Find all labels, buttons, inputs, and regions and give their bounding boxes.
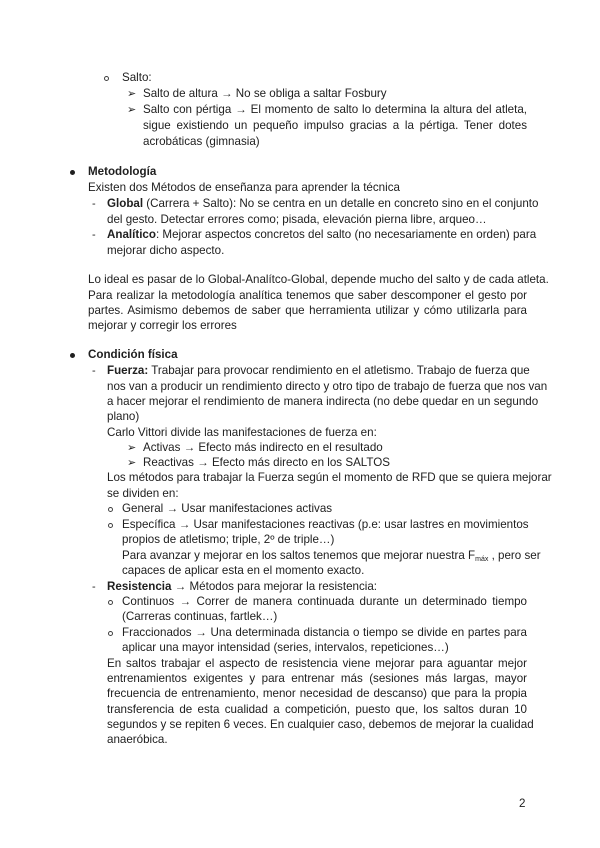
fuerza-line: nos van a producir un rendimiento directo y otro tipo de trabajo de fuerza que nos van: [107, 380, 548, 393]
salto-item: Salto de altura → No se obliga a saltar Fosbury: [143, 87, 387, 100]
arrowhead-bullet-icon: ➢: [127, 104, 137, 116]
especifica-line: propios de atletismo; triple, 2º de triple…): [122, 533, 335, 546]
bullet-dot: [70, 353, 75, 358]
arrowhead-bullet-icon: ➢: [127, 457, 137, 469]
especifica-line: Específica → Usar manifestaciones reactivas (p.e: usar lastres en movimientos: [122, 518, 529, 531]
global-line: Global (Carrera + Salto): No se centra en un detalle en concreto sino en el conjunto: [107, 197, 539, 210]
metodologia-intro: Existen dos Métodos de enseñanza para aprender la técnica: [88, 181, 400, 194]
circle-bullet: [108, 523, 113, 528]
general-item: General → Usar manifestaciones activas: [122, 502, 333, 515]
avanzar-line: capaces de aplicar esta en el momento exacto.: [122, 564, 365, 577]
metodologia-paragraph-line: Para realizar la metodología analítica tenemos que saber descomponer el gesto por: [88, 289, 527, 302]
global-line: del gesto. Detectar errores como; pisada, elevación pierna libre, arqueo…: [107, 213, 487, 226]
analitico-line: mejorar dicho aspecto.: [107, 244, 225, 257]
saltos-paragraph-line: segundos y se repiten 6 veces. En cualquier caso, debemos de mejorar la cualidad: [107, 718, 534, 731]
saltos-paragraph-line: anaeróbica.: [107, 733, 168, 746]
salto-item: acrobáticas (gimnasia): [143, 135, 260, 148]
metodologia-heading: Metodología: [88, 165, 157, 178]
circle-bullet: [108, 600, 113, 605]
page-number: 2: [519, 797, 526, 810]
avanzar-line: Para avanzar y mejorar en los saltos tenemos que mejorar nuestra Fmáx , pero ser: [122, 549, 541, 563]
dash-bullet: -: [92, 365, 96, 377]
saltos-paragraph-line: En saltos trabajar el aspecto de resistencia viene mejorar para aguantar mejor: [107, 657, 527, 670]
circle-bullet: [108, 631, 113, 636]
dash-bullet: -: [92, 229, 96, 241]
saltos-paragraph-line: transferencia de esta cualidad a competición, puesto que, los saltos duran 10: [107, 703, 527, 716]
dash-bullet: -: [92, 198, 96, 210]
metodologia-paragraph-line: mejorar y corregir los errores: [88, 319, 237, 332]
resistencia-line: Resistencia → Métodos para mejorar la resistencia:: [107, 580, 378, 593]
dash-bullet: -: [92, 581, 96, 593]
bullet-dot: [70, 170, 75, 175]
fuerza-line: a hacer mejorar el rendimiento de manera indirecta (no debe quedar en un segundo: [107, 395, 539, 408]
fraccionados-line: Fraccionados → Una determinada distancia o tiempo se divide en partes para: [122, 626, 527, 639]
manifestacion-item: Reactivas → Efecto más directo en los SALTOS: [143, 456, 391, 469]
vittori-line: Carlo Vittori divide las manifestaciones de fuerza en:: [107, 426, 377, 439]
analitico-line: Analítico: Mejorar aspectos concretos del salto (no necesariamente en orden) para: [107, 228, 537, 241]
saltos-paragraph-line: entrenamientos exigentes y para entrenar más (sesiones más largas, mayor: [107, 672, 527, 685]
circle-bullet: [104, 76, 109, 81]
manifestacion-item: Activas → Efecto más indirecto en el resultado: [143, 441, 383, 454]
condicion-heading: Condición física: [88, 348, 178, 361]
salto-item: sigue existiendo un pequeño impulso gracias a la pértiga. Tener dotes: [143, 119, 527, 132]
metodos-line: Los métodos para trabajar la Fuerza según el momento de RFD que se quiera mejorar: [107, 471, 552, 484]
fuerza-line: Fuerza: Trabajar para provocar rendimiento en el atletismo. Trabajo de fuerza que: [107, 364, 530, 377]
continuos-line: (Carreras continuas, fartlek…): [122, 610, 278, 623]
continuos-line: Continuos → Correr de manera continuada durante un determinado tiempo: [122, 595, 527, 608]
saltos-paragraph-line: frecuencia de entrenamiento, menor necesidad de descanso) que para la propia: [107, 687, 527, 700]
fuerza-line: plano): [107, 410, 140, 423]
salto-label: Salto:: [122, 71, 152, 84]
salto-item: Salto con pértiga → El momento de salto lo determina la altura del atleta,: [143, 103, 527, 116]
metodologia-paragraph-line: Lo ideal es pasar de lo Global-Analítco-Global, depende mucho del salto y de cada atleta.: [88, 273, 549, 286]
arrowhead-bullet-icon: ➢: [127, 442, 137, 454]
circle-bullet: [108, 507, 113, 512]
metodologia-paragraph-line: partes. Asimismo debemos de saber que herramienta utilizar y cómo utilizarla para: [88, 304, 527, 317]
metodos-line: se dividen en:: [107, 487, 179, 500]
fraccionados-line: aplicar una mayor intensidad (series, intervalos, repeticiones…): [122, 641, 449, 654]
arrowhead-bullet-icon: ➢: [127, 88, 137, 100]
